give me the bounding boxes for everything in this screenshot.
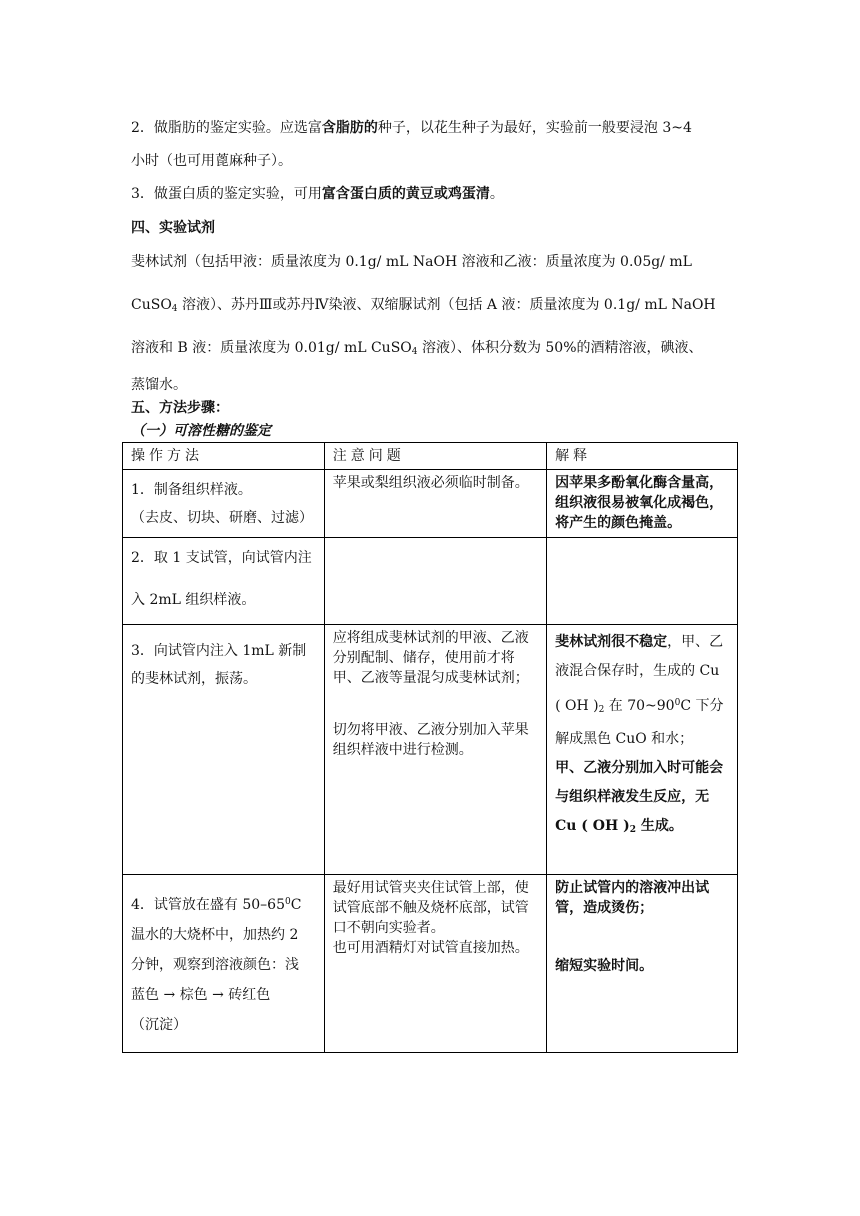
header-explain: 解释: [547, 443, 738, 470]
steps-table: [122, 442, 738, 1053]
header-method: 操作方法: [123, 443, 325, 470]
bold-text: 斐林试剂很不稳定: [555, 634, 668, 650]
cell-method: [123, 875, 325, 1053]
cell-explain: [547, 625, 738, 875]
table-row: [123, 875, 738, 1053]
subsection-heading: （一）可溶性糖的鉴定: [131, 423, 271, 439]
text: 溶液）、体积分数为 50%的酒精溶液，碘液、: [417, 340, 703, 356]
text: 4．试管放在盛有 50–65: [131, 897, 285, 913]
bold-text: 防止试管内的溶液冲出试管，造成烫伤；: [555, 880, 710, 916]
text: 3．做蛋白质的鉴定实验，可用: [131, 186, 322, 202]
table-row: [123, 470, 738, 538]
text: 1．制备组织样液。: [131, 482, 252, 498]
text: 在 70~90: [604, 698, 675, 714]
text: CuSO: [131, 297, 172, 313]
cell-note: [324, 625, 546, 875]
text: 2．做脂肪的鉴定实验。应选富: [131, 120, 322, 136]
subscript: 4: [411, 347, 418, 357]
table-row: [123, 625, 738, 875]
section-heading-reagents: 四、实验试剂: [131, 220, 215, 236]
text: Cu ( OH ): [555, 818, 630, 834]
cell-note: 苹果或梨组织液必须临时制备。: [324, 470, 546, 538]
cell-note: [324, 538, 546, 625]
bold-text: 含脂肪的: [321, 120, 378, 136]
cell-note: [324, 875, 546, 1053]
text: ，甲、乙液混合保存时，生成的 Cu: [555, 634, 724, 679]
bold-text: 富含蛋白质的黄豆或鸡蛋清: [321, 186, 490, 202]
subscript: 4: [171, 304, 178, 314]
text: 种子，以花生种子为最好，实验前一般要浸泡 3~4: [377, 120, 692, 136]
text: 溶液）、苏丹Ⅲ或苏丹Ⅳ染液、双缩脲试剂（包括 A 液：质量浓度为 0.1g/ mL NaOH: [177, 297, 716, 313]
text: 温水的大烧杯中，加热约 2: [131, 927, 299, 943]
cell-method: [123, 470, 325, 538]
text: 应将组成斐林试剂的甲液、乙液分别配制、储存，使用前才将甲、乙液等量混匀成斐林试剂；: [332, 630, 529, 686]
text: 3．向试管内注入 1mL 新制的斐林试剂，振荡。: [131, 643, 307, 687]
bold-text: [555, 812, 729, 845]
subscript: 2: [629, 825, 636, 835]
reagents-line-3: [131, 338, 703, 362]
bold-text: 缩短实验时间。: [555, 958, 654, 974]
cell-explain: 因苹果多酚氧化酶含量高，组织液很易被氧化成褐色，将产生的颜色掩盖。: [547, 470, 738, 538]
text: 2．取 1 支试管，向试管内注: [131, 550, 312, 566]
text: [131, 887, 316, 920]
cell-method: [123, 625, 325, 875]
bold-text: 甲、乙液分别加入时可能会与组织样液发生反应，无: [555, 760, 724, 805]
text: 解成黑色 CuO 和水；: [555, 731, 694, 747]
text: 溶液和 B 液：质量浓度为 0.01g/ mL CuSO: [131, 340, 412, 356]
text: （沉淀）: [131, 1017, 187, 1033]
text: 分钟，观察到溶液颜色：浅: [131, 957, 299, 973]
table-row: [123, 538, 738, 625]
text: （去皮、切块、研磨、过滤）: [131, 510, 313, 526]
reagents-line-2: [131, 295, 716, 319]
cell-explain: [547, 875, 738, 1053]
section-heading-steps: 五、方法步骤：: [131, 400, 229, 416]
reagents-line-4: 蒸馏水。: [131, 377, 187, 393]
text: 切勿将甲液、乙液分别加入苹果组织样液中进行检测。: [332, 722, 529, 758]
cell-explain: [547, 538, 738, 625]
paragraph-item-2: [131, 118, 692, 138]
subscript: 2: [598, 705, 605, 715]
header-notes: 注意问题: [324, 443, 546, 470]
superscript: 0: [285, 897, 291, 907]
text: 入 2mL 组织样液。: [131, 592, 256, 608]
text: 最好用试管夹夹住试管上部，使试管底部不触及烧杯底部，试管口不朝向实验者。: [332, 880, 529, 936]
text: 蓝色 → 棕色 → 砖红色: [131, 987, 271, 1003]
text: C: [290, 897, 302, 913]
superscript: 0: [674, 698, 681, 708]
reagents-line-1: 斐林试剂（包括甲液：质量浓度为 0.1g/ mL NaOH 溶液和乙液：质量浓度为 0.05g/ mL: [131, 254, 692, 270]
text: 生成。: [635, 818, 683, 834]
text: ( OH ): [555, 698, 599, 714]
text: 也可用酒精灯对试管直接加热。: [332, 940, 529, 956]
text: C 下分: [680, 698, 724, 714]
paragraph-item-3: [131, 184, 504, 204]
paragraph-item-2-cont: 小时（也可用蓖麻种子）。: [131, 153, 292, 169]
table-header-row: [123, 443, 738, 470]
cell-method: [123, 538, 325, 625]
text: [555, 689, 729, 725]
text: 。: [489, 186, 504, 202]
